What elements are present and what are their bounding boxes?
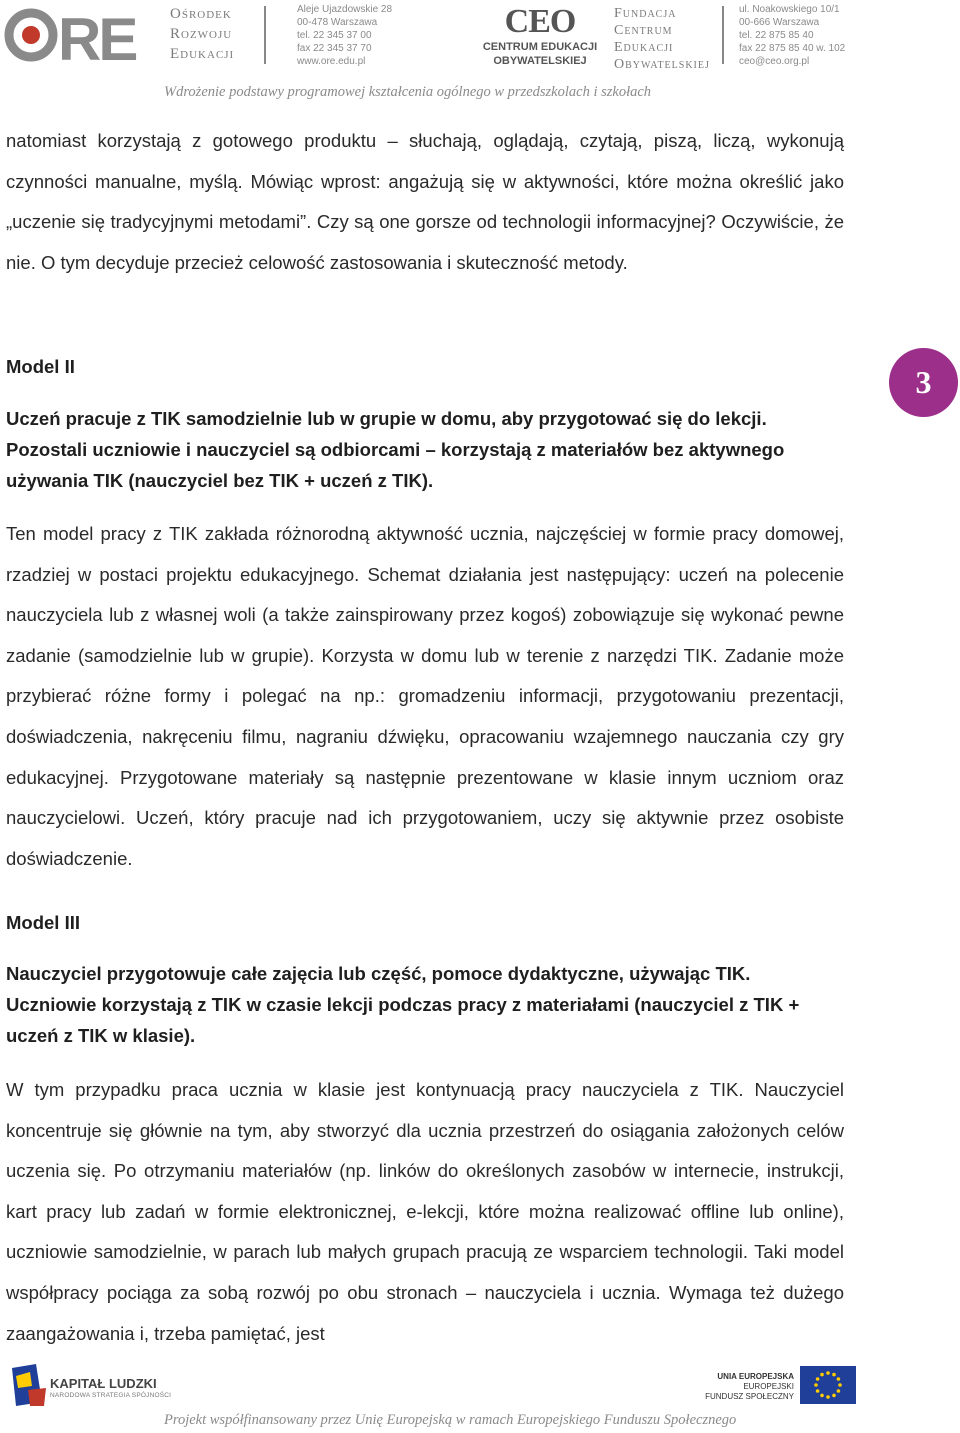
page-footer — [0, 1358, 960, 1433]
page-header — [0, 0, 960, 110]
footer-funding-note: Projekt współfinansowany przez Unię Europejską w ramach Europejskiego Funduszu Społecznego — [164, 1412, 737, 1428]
ceo-logo: CEO CENTRUM EDUKACJI OBYWATELSKIEJ — [482, 3, 598, 67]
ceo-name: Fundacja Centrum Edukacji Obywatelskiej — [614, 6, 710, 72]
header-tagline: Wdrożenie podstawy programowej kształcenia ogólnego w przedszkolach i szkołach — [164, 84, 652, 100]
ceo-address: ul. Noakowskiego 10/1 00-666 Warszawa tel. 22 875 85 40 fax 22 875 85 40 w. 102 ceo@ceo.org.pl — [739, 4, 846, 67]
model3-summary: Nauczyciel przygotowuje całe zajęcia lub część, pomoce dydaktyczne, używając TIK. Uczniowie korzystają z TIK w czasie lekcji podczas pracy z materiałami (nauczyciel z TIK + uczeń z TIK w klasie). — [6, 963, 800, 1046]
ore-logo — [4, 2, 152, 68]
model2-description: Ten model pracy z TIK zakłada różnorodną aktywność ucznia, najczęściej w formie pracy domowej, rzadziej w postaci projektu edukacyjnego. Schemat działania jest następujący: uczeń na polecenie nauczyciela lub z własnej woli (a także zainspirowany przez kogoś) zobowiązuje się wykonać pewne zadanie (samodzielnie lub w grupie). Korzysta w domu lub w terenie z narzędzi TIK. Zadanie może przybierać różne formy i polegać na np.: gromadzeniu informacji, przygotowaniu prezentacji, doświadczenia, nakręceniu filmu, nagraniu dźwięku, opracowaniu wzajemnego nauczania czy gry edukacyjnej. Przygotowane materiały są następnie prezentowane w klasie innym uczniom oraz nauczycielowi. Uczeń, który pracuje nad ich przygotowaniem, uczy się aktywnie przez osobiste doświadczenie. — [6, 523, 844, 869]
header-divider — [722, 6, 724, 64]
paragraph-intro: natomiast korzystają z gotowego produktu – słuchają, oglądają, czytają, piszą, liczą, wykonują czynności manualne, myślą. Mówiąc wprost: angażują się w aktywności, które można określić jako „uczenie się tradycyjnymi metodami”. Czy są one gorsze od technologii informacyjnej? Oczywiście, że nie. O tym decyduje przecież celowość zastosowania i skuteczność metody. — [6, 130, 844, 273]
ore-address: Aleje Ujazdowskie 28 00-478 Warszawa tel. 22 345 37 00 fax 22 345 37 70 www.ore.edu.pl — [297, 4, 393, 67]
model3-heading: Model III — [6, 912, 80, 933]
ore-name: Ośrodek Rozwoju Edukacji — [170, 6, 235, 62]
model2-heading: Model II — [6, 356, 75, 377]
eu-flag-icon — [800, 1366, 856, 1404]
eu-text: UNIA EUROPEJSKA EUROPEJSKI FUNDUSZ SPOŁECZNY — [705, 1372, 794, 1401]
model3-description: W tym przypadku praca ucznia w klasie jest kontynuacją pracy nauczyciela z TIK. Nauczyciel koncentruje się głównie na tym, aby stworzyć dla ucznia przestrzeń do osiągania założonych celów uczenia się. Po otrzymaniu materiałów (np. linków do określonych zasobów w internecie, instrukcji, kart pracy lub zadań w formie elektronicznej, e-lekcji, które można realizować offline lub online), uczniowie samodzielnie, w parach lub małych grupach pracują ze wsparciem technologii. Taki model współpracy pociąga za sobą rozwój po obu stronach – nauczyciela i ucznia. Wymaga też dużego zaangażowania i, trzeba pamiętać, jest — [6, 1079, 844, 1344]
model2-summary: Uczeń pracuje z TIK samodzielnie lub w grupie w domu, aby przygotować się do lekcji. Pozostali uczniowie i nauczyciel są odbiorcami – korzystają z materiałów bez aktywnego używania TIK (nauczyciel bez TIK + uczeń z TIK). — [6, 408, 785, 491]
svg-text:RE: RE — [58, 6, 136, 68]
header-divider — [264, 6, 266, 64]
kapital-ludzki-title: KAPITAŁ LUDZKI — [50, 1376, 157, 1391]
kapital-ludzki-subtitle: NARODOWA STRATEGIA SPÓJNOŚCI — [50, 1392, 172, 1399]
page-number-badge: 3 — [889, 348, 958, 417]
